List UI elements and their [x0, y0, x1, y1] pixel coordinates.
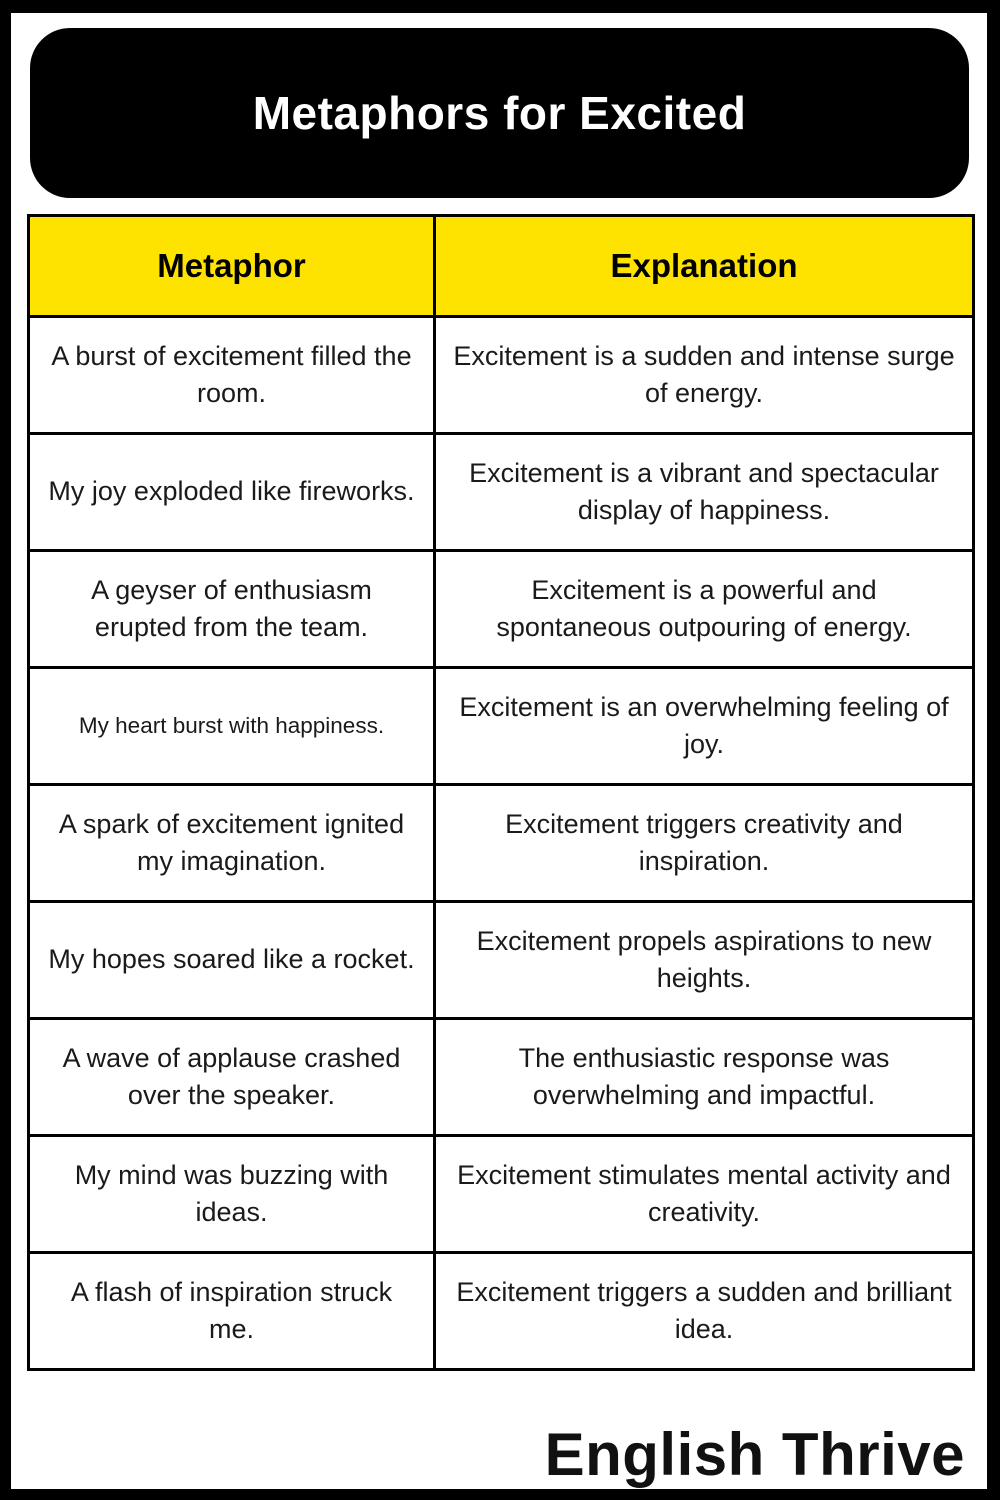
column-header-explanation: Explanation [435, 216, 974, 317]
metaphor-cell: A spark of excitement ignited my imagination. [29, 785, 435, 902]
table-row [29, 668, 974, 785]
table-row [29, 317, 974, 434]
explanation-cell: Excitement is an overwhelming feeling of joy. [435, 668, 974, 785]
table-row [29, 1019, 974, 1136]
title-banner [30, 28, 969, 198]
table-row [29, 785, 974, 902]
page-title: Metaphors for Excited [252, 87, 747, 139]
explanation-cell: Excitement propels aspirations to new heights. [435, 902, 974, 1019]
table-row [29, 434, 974, 551]
explanation-cell: The enthusiastic response was overwhelming and impactful. [435, 1019, 974, 1136]
infographic-page [11, 13, 987, 1489]
explanation-cell: Excitement stimulates mental activity and creativity. [435, 1136, 974, 1253]
column-header-metaphor: Metaphor [29, 216, 435, 317]
metaphor-cell: My heart burst with happiness. [29, 668, 435, 785]
metaphor-cell: A geyser of enthusiasm erupted from the team. [29, 551, 435, 668]
metaphor-cell: My mind was buzzing with ideas. [29, 1136, 435, 1253]
metaphor-cell: A flash of inspiration struck me. [29, 1253, 435, 1370]
explanation-cell: Excitement is a vibrant and spectacular display of happiness. [435, 434, 974, 551]
explanation-cell: Excitement is a powerful and spontaneous outpouring of energy. [435, 551, 974, 668]
explanation-cell: Excitement triggers creativity and inspiration. [435, 785, 974, 902]
metaphor-cell: My hopes soared like a rocket. [29, 902, 435, 1019]
table-row [29, 551, 974, 668]
table-row [29, 1136, 974, 1253]
table-header-row [29, 216, 974, 317]
table-body [29, 317, 974, 1370]
explanation-cell: Excitement is a sudden and intense surge of energy. [435, 317, 974, 434]
explanation-cell: Excitement triggers a sudden and brilliant idea. [435, 1253, 974, 1370]
metaphor-cell: A wave of applause crashed over the speaker. [29, 1019, 435, 1136]
metaphor-cell: My joy exploded like fireworks. [29, 434, 435, 551]
table-row [29, 902, 974, 1019]
table-row [29, 1253, 974, 1370]
brand-name: English Thrive [544, 1421, 965, 1488]
metaphor-cell: A burst of excitement filled the room. [29, 317, 435, 434]
metaphors-table [27, 214, 975, 1371]
footer-brand [544, 1421, 965, 1488]
